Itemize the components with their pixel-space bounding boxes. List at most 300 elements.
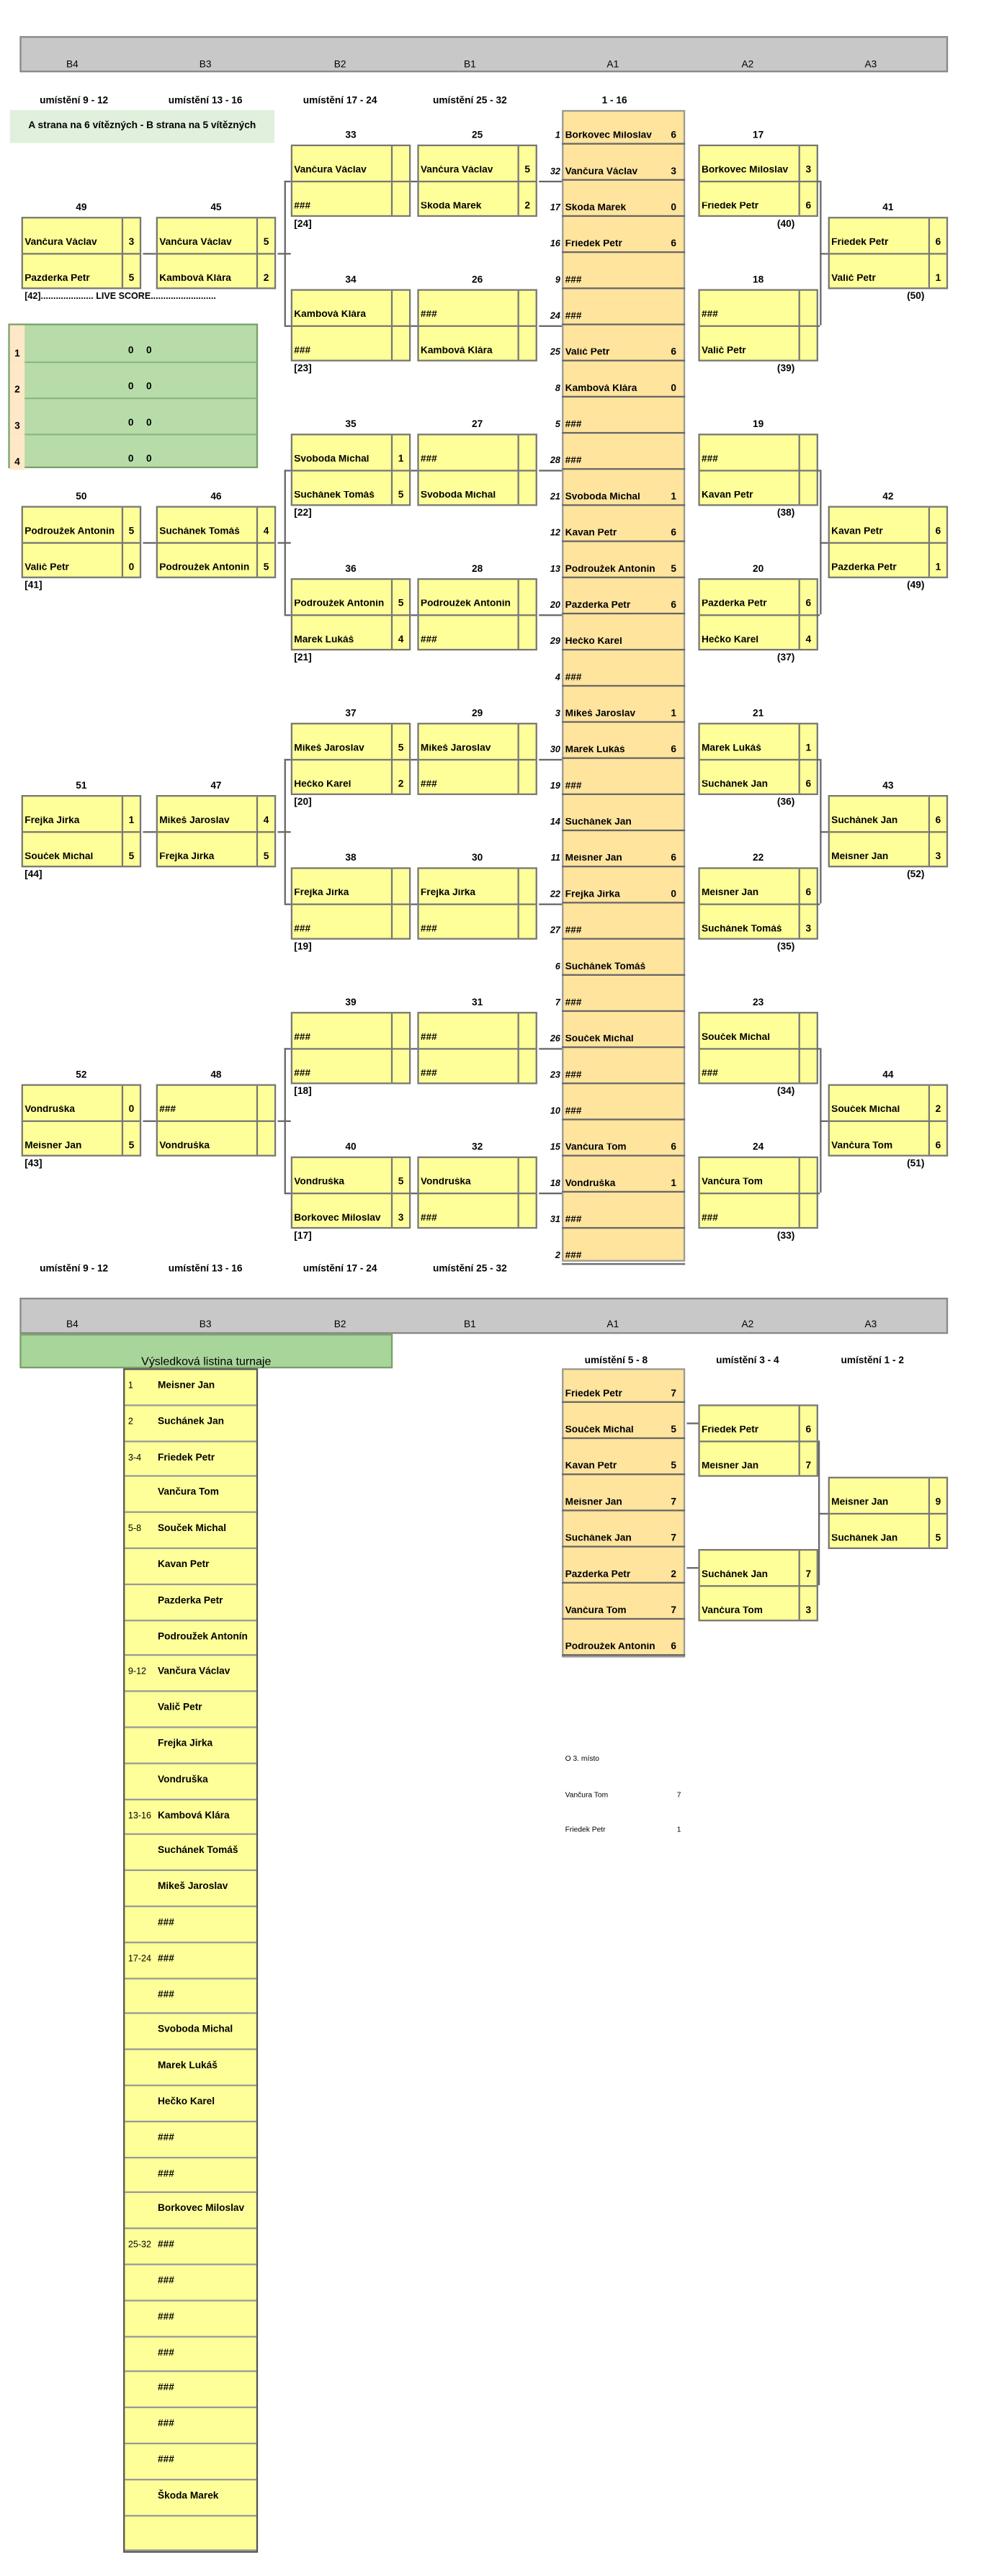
player-name: Meisner Jan <box>831 1498 889 1508</box>
player-name: Suchánek Jan <box>565 817 632 828</box>
player-score: 5 <box>398 491 404 501</box>
seed-number: 17 <box>550 203 560 214</box>
bracket-connector <box>539 1193 562 1194</box>
seed-number: 23 <box>550 1071 560 1081</box>
live-score-b: 0 <box>146 418 152 429</box>
player-name: Suchánek Jan <box>701 1570 769 1581</box>
player-name: Pazderka Petr <box>24 274 90 284</box>
row-divider <box>562 902 685 903</box>
player-name: Souček Michal <box>565 1425 634 1436</box>
bracket-connector <box>686 1422 698 1424</box>
player-name: ### <box>565 926 582 937</box>
player-name: Friedek Petr <box>701 1425 759 1436</box>
player-score: 4 <box>398 635 404 646</box>
score-column <box>518 724 519 794</box>
player-name: Meisner Jan <box>701 1462 759 1472</box>
live-row-index: 2 <box>10 362 25 398</box>
result-name: ### <box>157 2169 174 2179</box>
player-score: 1 <box>671 493 677 503</box>
player-score: 2 <box>524 202 531 212</box>
player-score: 9 <box>935 1498 941 1508</box>
player-name: ### <box>565 673 582 683</box>
player-score: 5 <box>398 1177 404 1188</box>
player-score: 4 <box>263 816 269 827</box>
seed-number: 12 <box>550 529 560 539</box>
score-column <box>928 508 930 577</box>
score-column <box>256 1086 258 1155</box>
results-row <box>125 1836 256 1872</box>
player-score: 6 <box>671 131 677 142</box>
player-name: ### <box>420 925 437 935</box>
bracket-connector <box>285 181 291 182</box>
player-score: 1 <box>398 454 404 465</box>
row-divider <box>562 1155 685 1157</box>
player-name: Meisner Jan <box>831 852 889 863</box>
row-divider <box>562 830 685 831</box>
bracket-connector <box>820 1121 828 1122</box>
seed-number: 32 <box>550 167 560 178</box>
match-number: 17 <box>753 131 764 142</box>
player-name: ### <box>565 420 582 431</box>
result-name: Podroužek Antonín <box>157 1632 248 1643</box>
bracket-connector <box>285 614 291 616</box>
live-score-a: 0 <box>127 418 134 429</box>
bracket-connector <box>411 614 417 616</box>
player-name: Vančura Václav <box>159 238 232 248</box>
player-name: Meisner Jan <box>24 1141 82 1152</box>
player-score: 6 <box>805 599 812 610</box>
bracket-connector <box>817 1048 820 1049</box>
player-name: Souček Michal <box>565 1035 634 1045</box>
score-column <box>799 291 800 360</box>
seed-number: 3 <box>555 709 560 720</box>
seed-number: 13 <box>550 565 560 575</box>
player-score: 1 <box>128 816 135 827</box>
row-divider <box>562 1509 685 1511</box>
seed-number: 27 <box>550 926 560 937</box>
result-name: Valič Petr <box>157 1703 202 1714</box>
live-row-index: 1 <box>10 326 25 362</box>
column-header: B4 <box>66 60 79 71</box>
placement-label: umístění 9 - 12 <box>40 1265 109 1275</box>
match-number: 37 <box>345 709 357 720</box>
row-divider <box>562 1118 685 1120</box>
score-column <box>518 435 519 504</box>
score-column <box>122 796 123 866</box>
bracket-connector <box>539 470 562 471</box>
bracket-reference: [19] <box>294 943 312 953</box>
player-score: 2 <box>263 274 269 284</box>
placement-label: 1 - 16 <box>601 97 627 107</box>
player-score: 7 <box>671 1534 677 1545</box>
third-place-label: O 3. místo <box>565 1754 600 1763</box>
bracket-connector <box>539 904 562 905</box>
placement-label: umístění 25 - 32 <box>433 1265 507 1275</box>
row-divider <box>562 794 685 795</box>
seed-number: 20 <box>550 601 560 611</box>
row-divider <box>562 432 685 434</box>
bracket-connector <box>817 1193 820 1194</box>
result-name: ### <box>157 2240 174 2251</box>
placement-label: umístění 13 - 16 <box>168 1265 243 1275</box>
results-row <box>125 1871 256 1907</box>
row-divider <box>562 504 685 506</box>
player-score: 6 <box>805 1425 812 1436</box>
player-name: Marek Lukáš <box>565 745 625 756</box>
bracket-connector <box>285 759 291 760</box>
player-score: 5 <box>524 166 531 176</box>
player-score: 2 <box>398 780 404 791</box>
placement-label: umístění 3 - 4 <box>716 1357 779 1367</box>
player-name: ### <box>420 1213 437 1224</box>
bracket-reference: (39) <box>776 364 795 375</box>
player-name: Vančura Tom <box>701 1606 763 1617</box>
result-name: ### <box>157 2420 174 2430</box>
result-name: ### <box>157 2312 174 2323</box>
player-score: 3 <box>671 167 677 178</box>
bracket-connector <box>539 614 562 616</box>
seed-number: 1 <box>555 131 560 142</box>
bracket-reference: (37) <box>776 653 795 664</box>
player-name: ### <box>565 781 582 792</box>
results-row <box>125 1656 256 1692</box>
row-divider <box>562 1010 685 1012</box>
player-score: 5 <box>263 238 269 248</box>
player-score: 2 <box>671 1570 677 1581</box>
player-score: 4 <box>263 527 269 537</box>
row-divider <box>562 577 685 578</box>
bracket-reference: (52) <box>907 870 925 881</box>
player-name: Škoda Marek <box>565 203 627 214</box>
row-divider <box>562 758 685 759</box>
player-score: 7 <box>805 1462 812 1472</box>
result-name: Svoboda Michal <box>157 2026 233 2036</box>
player-score: 0 <box>128 563 135 574</box>
player-score: 7 <box>671 1606 677 1617</box>
results-row <box>125 2516 256 2552</box>
score-column <box>122 508 123 577</box>
match-number: 19 <box>753 420 764 431</box>
score-column <box>391 869 393 938</box>
player-score: 3 <box>805 166 812 176</box>
results-list <box>123 1368 258 2553</box>
results-title: Výsledková listina turnaje <box>19 1334 393 1368</box>
bracket-connector <box>539 759 562 760</box>
row-divider <box>562 360 685 362</box>
live-score-panel <box>8 323 258 468</box>
results-row <box>125 1549 256 1585</box>
player-score: 1 <box>805 744 812 754</box>
player-name: Kavan Petr <box>701 491 753 501</box>
player-name: Frejka Jirka <box>420 889 476 899</box>
player-name: Frejka Jirka <box>565 890 620 900</box>
bracket-connector <box>820 542 828 544</box>
row-divider <box>562 251 685 253</box>
seed-number: 7 <box>555 998 560 1009</box>
bracket-connector <box>539 1048 562 1049</box>
player-name: Vančura Václav <box>420 166 493 176</box>
bracket-reference: (36) <box>776 798 795 809</box>
player-name: Svoboda Michal <box>294 454 370 465</box>
player-score: 3 <box>805 925 812 935</box>
live-score-a: 0 <box>127 454 134 465</box>
seed-number: 28 <box>550 457 560 467</box>
match-number: 51 <box>76 781 87 792</box>
column-header: A2 <box>741 60 754 71</box>
score-column <box>799 1158 800 1227</box>
match-number: 18 <box>753 276 764 286</box>
third-place-score: 7 <box>676 1790 681 1799</box>
results-row <box>125 2408 256 2444</box>
player-score: 6 <box>671 745 677 756</box>
player-name: Vondruška <box>24 1105 75 1116</box>
player-name: ### <box>701 1069 718 1080</box>
live-score-row <box>10 398 256 435</box>
results-row <box>125 2337 256 2373</box>
bracket-reference: [22] <box>294 509 312 519</box>
placement-label: umístění 1 - 2 <box>841 1357 904 1367</box>
match-number: 50 <box>76 493 87 503</box>
player-name: Friedek Petr <box>565 1389 622 1400</box>
bracket-connector <box>285 181 286 326</box>
row-divider <box>562 1473 685 1475</box>
seed-number: 19 <box>550 781 560 792</box>
bracket-reference: [20] <box>294 798 312 809</box>
bracket-reference: (33) <box>776 1231 795 1242</box>
bracket-connector <box>411 1193 417 1194</box>
live-score-row <box>10 362 256 399</box>
player-score: 3 <box>805 1606 812 1617</box>
player-name: Vondruška <box>159 1141 210 1152</box>
player-score: 5 <box>263 852 269 863</box>
column-header: A3 <box>864 60 877 71</box>
player-name: Kambová Klára <box>420 346 493 356</box>
result-rank: 1 <box>127 1381 133 1392</box>
bracket-reference: (49) <box>907 581 925 592</box>
results-row <box>125 1692 256 1728</box>
player-name: Vondruška <box>420 1177 471 1188</box>
player-name: Svoboda Michal <box>565 493 640 503</box>
player-name: Borkovec Miloslav <box>701 166 789 176</box>
match-number: 30 <box>472 854 483 864</box>
player-score: 1 <box>671 1179 677 1190</box>
seed-number: 24 <box>550 312 560 323</box>
result-name: Suchánek Tomáš <box>157 1846 238 1857</box>
match-number: 23 <box>753 998 764 1009</box>
player-score: 3 <box>398 1213 404 1224</box>
result-name: Suchánek Jan <box>157 1417 225 1427</box>
player-name: Borkovec Miloslav <box>565 131 652 142</box>
row-divider <box>562 1437 685 1439</box>
player-name: Kambová Klára <box>565 384 637 395</box>
results-row <box>125 2194 256 2230</box>
bracket-connector <box>143 831 156 833</box>
match-number: 41 <box>882 203 894 214</box>
seed-number: 4 <box>555 673 560 683</box>
bracket-reference: (40) <box>776 220 795 230</box>
column-header: B3 <box>199 1320 212 1331</box>
player-name: Suchánek Tomáš <box>159 527 240 537</box>
column-header: A2 <box>741 1320 754 1331</box>
result-rank: 5-8 <box>127 1525 142 1535</box>
seed-number: 10 <box>550 1107 560 1118</box>
match-number: 21 <box>753 709 764 720</box>
result-rank: 25-32 <box>127 2240 152 2251</box>
player-score: 0 <box>671 203 677 214</box>
player-name: ### <box>420 1069 437 1080</box>
live-score-b: 0 <box>146 382 152 393</box>
result-name: Škoda Marek <box>157 2491 219 2502</box>
score-column <box>122 1086 123 1155</box>
player-name: Suchánek Jan <box>701 780 769 791</box>
score-column <box>799 724 800 794</box>
player-name: ### <box>294 1033 311 1044</box>
player-name: ### <box>701 310 718 320</box>
player-name: Souček Michal <box>831 1105 900 1116</box>
results-row <box>125 1620 256 1656</box>
match-number: 36 <box>345 565 357 575</box>
bracket-connector <box>411 181 417 182</box>
player-score: 0 <box>128 1105 135 1116</box>
results-row <box>125 2372 256 2408</box>
player-score: 2 <box>935 1105 941 1116</box>
player-name: Friedek Petr <box>565 240 622 250</box>
bracket-reference: [41] <box>24 581 42 592</box>
row-divider <box>562 649 685 650</box>
player-name: ### <box>565 457 582 467</box>
results-row <box>125 1406 256 1442</box>
results-row <box>125 1943 256 1979</box>
player-name: Suchánek Tomáš <box>701 925 782 935</box>
result-rank: 9-12 <box>127 1668 147 1678</box>
bracket-reference: (51) <box>907 1159 925 1170</box>
player-name: Vančura Václav <box>24 238 97 248</box>
row-divider <box>562 1046 685 1048</box>
score-column <box>928 796 930 866</box>
player-name: ### <box>159 1105 176 1116</box>
player-score: 5 <box>671 1425 677 1436</box>
player-name: Kavan Petr <box>831 527 883 537</box>
player-name: Borkovec Miloslav <box>294 1213 381 1224</box>
player-score: 5 <box>128 1141 135 1152</box>
placement-label: umístění 9 - 12 <box>40 97 109 107</box>
bracket-reference: [23] <box>294 364 312 375</box>
player-score: 6 <box>805 780 812 791</box>
player-score: 6 <box>671 348 677 359</box>
player-name: Valič Petr <box>24 563 69 574</box>
row-divider <box>562 215 685 217</box>
bracket-connector <box>411 759 417 760</box>
score-column <box>518 1013 519 1082</box>
seed-number: 15 <box>550 1143 560 1154</box>
bracket-connector <box>817 470 820 471</box>
result-rank: 2 <box>127 1417 133 1427</box>
bracket-connector <box>285 1048 286 1193</box>
row-divider <box>562 866 685 867</box>
player-score: 5 <box>671 1462 677 1472</box>
player-name: Friedek Petr <box>701 202 759 212</box>
player-name: ### <box>701 454 718 465</box>
results-row <box>125 1979 256 2015</box>
player-score: 6 <box>671 240 677 250</box>
match-number: 28 <box>472 565 483 575</box>
player-name: Pazderka Petr <box>565 601 631 611</box>
player-score: 7 <box>671 1498 677 1508</box>
bracket-reference: (50) <box>907 292 925 302</box>
player-name: Vančura Václav <box>294 166 367 176</box>
results-row <box>125 1907 256 1943</box>
player-name: Frejka Jirka <box>24 816 80 827</box>
result-name: Borkovec Miloslav <box>157 2204 245 2215</box>
bracket-reference: [24] <box>294 220 312 230</box>
player-name: Valič Petr <box>701 346 746 356</box>
player-name: Škoda Marek <box>420 202 482 212</box>
row-divider <box>562 468 685 470</box>
player-score: 6 <box>671 854 677 864</box>
bracket-connector <box>143 253 156 254</box>
match-number: 49 <box>76 203 87 214</box>
score-column <box>391 435 393 504</box>
player-name: ### <box>294 202 311 212</box>
seed-number: 5 <box>555 420 560 431</box>
column-header: B2 <box>333 1320 346 1331</box>
seed-number: 11 <box>550 854 560 864</box>
player-name: ### <box>565 276 582 286</box>
results-row <box>125 1764 256 1800</box>
player-score: 5 <box>128 274 135 284</box>
player-name: Meisner Jan <box>565 854 622 864</box>
bracket-reference: (38) <box>776 509 795 519</box>
live-score-a: 0 <box>127 346 134 356</box>
player-score: 5 <box>671 565 677 575</box>
bracket-connector <box>411 326 417 327</box>
bracket-reference: [44] <box>24 870 42 881</box>
match-number: 39 <box>345 998 357 1009</box>
player-name: Svoboda Michal <box>420 491 496 501</box>
player-name: ### <box>294 1069 311 1080</box>
row-divider <box>562 613 685 614</box>
player-name: Vančura Tom <box>831 1141 893 1152</box>
player-score: 6 <box>671 529 677 539</box>
match-number: 26 <box>472 276 483 286</box>
player-name: Pazderka Petr <box>831 563 897 574</box>
column-header: B4 <box>66 1320 79 1331</box>
row-divider <box>562 1582 685 1584</box>
bracket-reference: [17] <box>294 1231 312 1242</box>
player-name: ### <box>565 312 582 323</box>
result-name: ### <box>157 2133 174 2144</box>
row-divider <box>562 143 685 144</box>
player-name: Hečko Karel <box>565 637 622 647</box>
row-divider <box>562 1401 685 1403</box>
match-number: 47 <box>210 781 222 792</box>
bracket-connector <box>285 326 291 327</box>
live-score-a: 0 <box>127 382 134 393</box>
player-name: Marek Lukáš <box>701 744 761 754</box>
player-name: ### <box>420 1033 437 1044</box>
player-name: Mikeš Jaroslav <box>159 816 230 827</box>
bracket-connector <box>820 253 828 254</box>
seed-number: 2 <box>555 1252 560 1262</box>
result-rank: 17-24 <box>127 1954 152 1965</box>
score-column <box>928 218 930 287</box>
live-score-row <box>10 434 256 470</box>
result-name: ### <box>157 2348 174 2359</box>
result-name: Meisner Jan <box>157 1381 215 1392</box>
seed-number: 9 <box>555 276 560 286</box>
score-column <box>799 1550 800 1620</box>
score-column <box>256 796 258 866</box>
